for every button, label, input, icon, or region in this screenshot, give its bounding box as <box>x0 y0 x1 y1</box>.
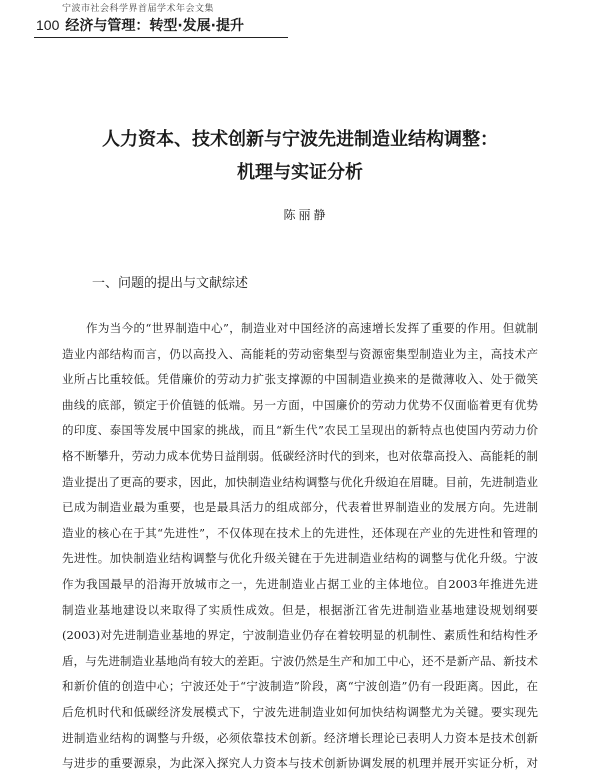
running-header-title: 经济与管理：转型·发展·提升 <box>65 18 244 34</box>
series-title: 宁波市社会科学界首届学术年会文集 <box>62 4 215 14</box>
body-line: 造业的核心在于其“先进性”，不仅体现在技术上的先进性，还体现在产业的先进性和管理的 <box>62 525 538 540</box>
body-line: 后危机时代和低碳经济发展模式下，宁波先进制造业如何加快结构调整尤为关键。要实现先 <box>62 704 538 719</box>
body-line: 制造业基地建设以来取得了实质性成效。但是，根据浙江省先进制造业基地建设规划纲要 <box>62 602 538 617</box>
body-line: 盾，与先进制造业基地尚有较大的差距。宁波仍然是生产和加工中心，还不是新产品、新技术 <box>62 653 538 668</box>
body-line: 格不断攀升，劳动力成本优势日益削弱。低碳经济时代的到来，也对依靠高投入、高能耗的制 <box>62 448 538 463</box>
page-number: 100 <box>36 17 60 33</box>
body-line: 的印度、泰国等发展中国家的挑战，而且“新生代”农民工呈现出的新特点也使国内劳动力价 <box>62 423 538 438</box>
body-line: 先进性。加快制造业结构调整与优化升级关键在于先进制造业结构的调整与优化升级。宁波 <box>62 551 538 566</box>
article-title-line-1: 人力资本、技术创新与宁波先进制造业结构调整： <box>102 129 498 150</box>
body-line: 和新价值的创造中心；宁波还处于“宁波制造”阶段，离“宁波创造”仍有一段距离。因此，在 <box>62 679 538 694</box>
article-title-line-2: 机理与实证分析 <box>237 162 363 183</box>
body-line: (2003)对先进制造业基地的界定，宁波制造业仍存在着较明显的机制性、素质性和结构性矛 <box>62 628 538 643</box>
section-heading: 一、问题的提出与文献综述 <box>92 276 249 291</box>
body-line: 造业提出了更高的要求，因此，加快制造业结构调整与优化升级迫在眉睫。目前，先进制造业 <box>62 474 538 489</box>
body-paragraph <box>62 316 538 777</box>
body-line: 造业内部结构而言，仍以高投入、高能耗的劳动密集型与资源密集型制造业为主，高技术产 <box>62 346 538 361</box>
body-line: 作为当今的“世界制造中心”，制造业对中国经济的高速增长发挥了重要的作用。但就制 <box>86 321 538 335</box>
body-line: 曲线的底部，锁定于价值链的低端。另一方面，中国廉价的劳动力优势不仅面临着更有优势 <box>62 397 538 412</box>
body-line: 进制造业结构的调整与升级，必须依靠技术创新。经济增长理论已表明人力资本是技术创新 <box>62 730 538 745</box>
body-line: 业所占比重较低。凭借廉价的劳动力扩张支撑源的中国制造业换来的是微薄收入、处于微笑 <box>62 372 538 387</box>
body-line: 作为我国最早的沿海开放城市之一，先进制造业占据工业的主体地位。自2003年推进先进 <box>62 576 538 591</box>
running-header <box>36 15 244 35</box>
body-line: 与进步的重要源泉，为此深入探究人力资本与技术创新协调发展的机理并展开实证分析，对 <box>62 756 538 771</box>
header-rule <box>34 37 288 38</box>
author-name: 陈丽静 <box>283 208 329 222</box>
body-line: 已成为制造业最为重要，也是最具活力的组成部分，代表着世界制造业的发展方向。先进制 <box>62 500 538 515</box>
